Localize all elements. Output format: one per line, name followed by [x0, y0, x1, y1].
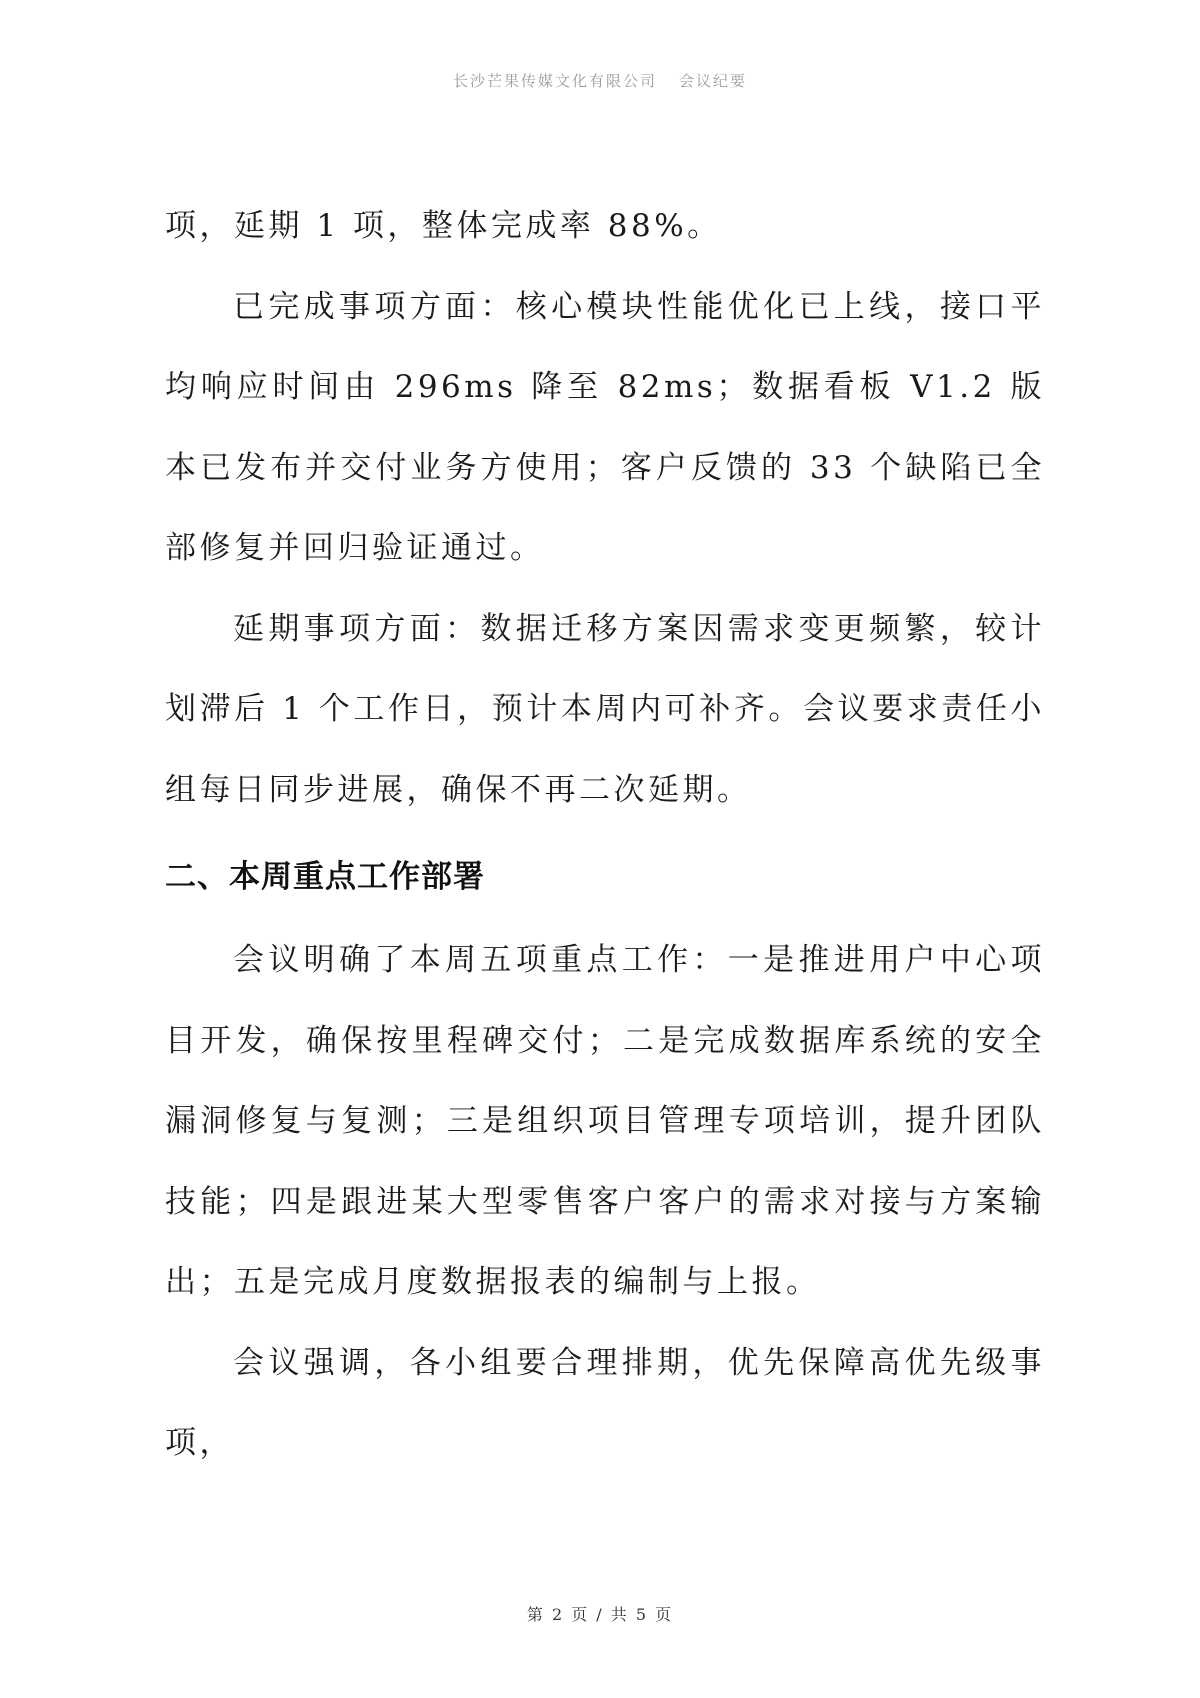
page-number: 第 2 页 / 共 5 页: [526, 1605, 674, 1624]
paragraph-weekly-tasks: 会议明确了本周五项重点工作：一是推进用户中心项目开发，确保按里程碑交付；二是完成数据库系统的安全漏洞修复与复测；三是组织项目管理专项培训，提升团队技能；四是跟进某大型零售客户客户的需求对接与方案输出；五是完成月度数据报表的编制与上报。: [165, 942, 1045, 1300]
document-body: [165, 186, 1045, 1484]
section-heading: 二、本周重点工作部署: [165, 859, 485, 895]
paragraph-continued: 项，延期 1 项，整体完成率 88%。: [165, 208, 722, 244]
header-company: 长沙芒果传媒文化有限公司: [452, 72, 657, 90]
paragraph-completed-items: 已完成事项方面：核心模块性能优化已上线，接口平均响应时间由 296ms 降至 82ms；数据看板 V1.2 版本已发布并交付业务方使用；客户反馈的 33 个缺陷已全部修复并回归验证通过。: [165, 288, 1045, 566]
page-header: [0, 70, 1200, 91]
header-doc-type: 会议纪要: [679, 72, 748, 90]
paragraph-emphasis: 会议强调，各小组要合理排期，优先保障高优先级事项，: [165, 1344, 1045, 1461]
paragraph-delayed-items: 延期事项方面：数据迁移方案因需求变更频繁，较计划滞后 1 个工作日，预计本周内可补齐。会议要求责任小组每日同步进展，确保不再二次延期。: [165, 610, 1045, 808]
